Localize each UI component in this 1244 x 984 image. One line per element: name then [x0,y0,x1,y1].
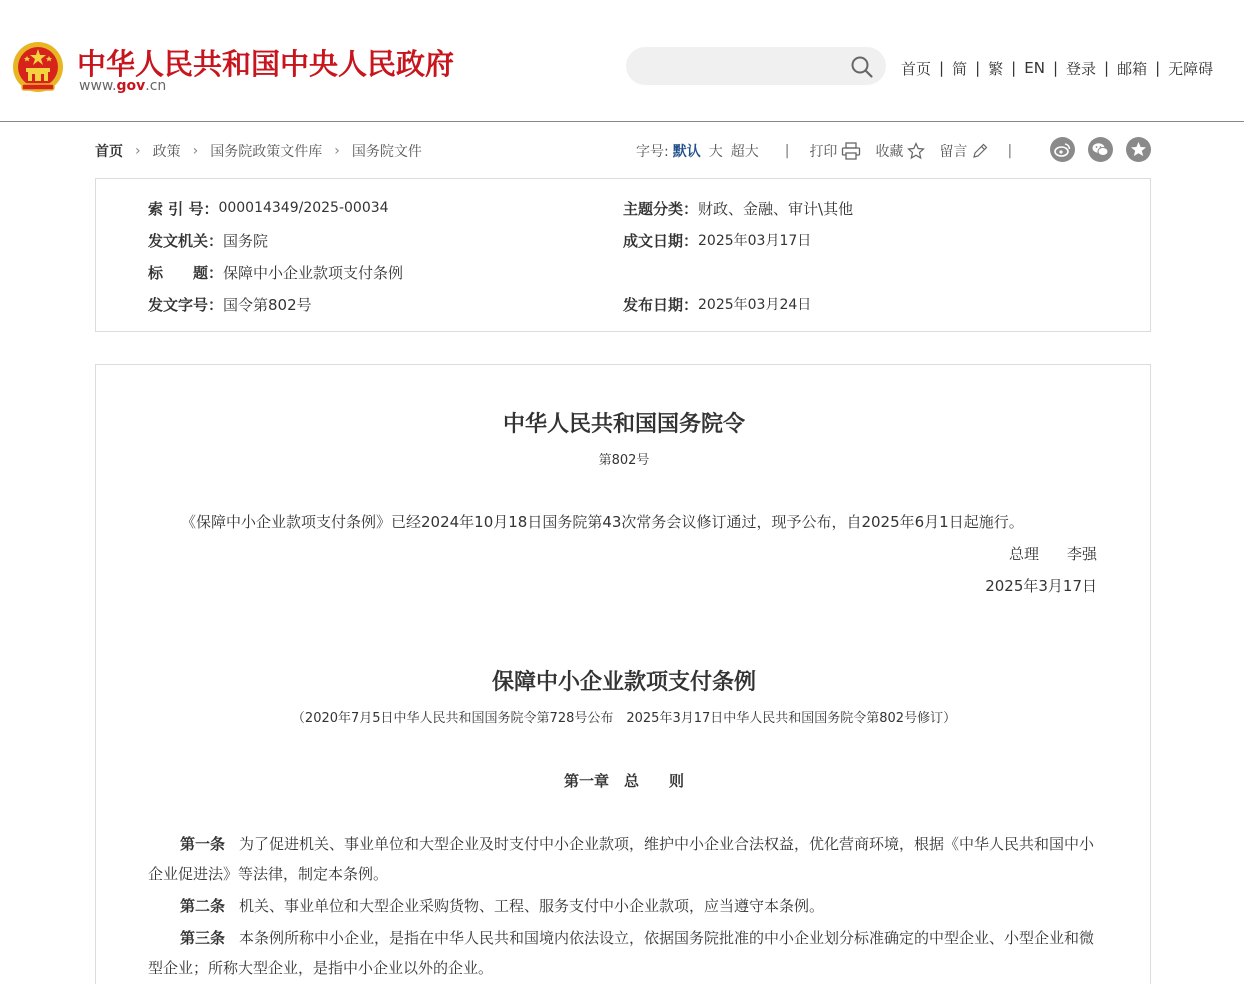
chapter-title: 第一章 总 则 [563,772,684,790]
top-nav [898,57,1216,79]
printer-icon [841,142,861,160]
star-icon [907,142,925,160]
favorite-label: 收藏 [875,144,904,160]
meta-title [148,262,403,282]
weibo-share-button[interactable] [1050,137,1075,162]
weibo-icon [1053,140,1072,159]
breadcrumb-policy[interactable]: 政策 [152,144,181,160]
qzone-share-button[interactable] [1126,137,1151,162]
meta-written-label: 成文日期： [623,231,699,250]
font-size-default[interactable]: 默认 [672,144,701,160]
announcement: 《保障中小企业款项支付条例》已经2024年10月18日国务院第43次常务会议修订通过，现予公布，自2025年6月1日起施行。 [181,513,1024,531]
nav-separator: | [939,59,945,77]
site-header [0,0,1244,122]
search-icon[interactable] [850,55,874,79]
comment-button[interactable] [939,141,989,161]
article-text: 为了促进机关、事业单位和大型企业及时支付中小企业款项，维护中小企业合法权益，优化营商环境，根据《中华人民共和国中小企业促进法》等法律，制定本条例。 [148,835,1095,883]
article-number: 第二条 [180,897,226,915]
meta-written-value: 2025年03月17日 [698,233,812,249]
nav-separator: | [1052,59,1058,77]
breadcrumb-policy-library[interactable]: 国务院政策文件库 [210,144,323,160]
meta-subject [623,198,853,218]
nav-english[interactable]: EN [1024,59,1045,77]
font-size-large[interactable]: 大 [708,144,723,160]
article-paragraph [148,891,1098,921]
tools-separator: | [784,143,790,159]
meta-doc-number [148,294,312,314]
chevron-right-icon: › [334,143,340,159]
print-button[interactable] [809,141,861,161]
article-content [95,364,1151,984]
search-box [626,47,886,85]
nav-mail[interactable]: 邮箱 [1117,59,1148,78]
nav-separator: | [975,59,981,77]
national-emblem-icon[interactable] [12,40,64,96]
meta-published-value: 2025年03月24日 [698,297,812,313]
article-paragraph [148,923,1098,983]
qzone-icon [1129,140,1148,159]
meta-subject-value: 财政、金融、审计\其他 [698,199,854,218]
article-text: 本条例所称中小企业，是指在中华人民共和国境内依法设立，依据国务院批准的中小企业划分标准确定的中型企业、小型企业和微型企业；所称大型企业，是指中小企业以外的企业。 [148,929,1095,977]
font-size-xlarge[interactable]: 超大 [730,144,759,160]
order-title: 中华人民共和国国务院令 [502,411,745,437]
chevron-right-icon: › [135,143,141,159]
article-tools [636,140,1012,162]
article-number: 第三条 [180,929,226,947]
signer-name: 李强 [1066,545,1097,563]
article-text: 机关、事业单位和大型企业采购货物、工程、服务支付中小企业款项，应当遵守本条例。 [239,897,825,915]
tools-separator: | [1007,143,1013,159]
breadcrumb-home[interactable]: 首页 [95,144,123,160]
nav-separator: | [1104,59,1110,77]
nav-login[interactable]: 登录 [1066,59,1097,78]
search-input[interactable] [642,55,842,77]
meta-index-label: 索 引 号： [148,199,219,218]
wechat-share-button[interactable] [1088,137,1113,162]
breadcrumb-state-council-docs[interactable]: 国务院文件 [351,144,422,160]
meta-docno-label: 发文字号： [148,295,224,314]
meta-published-label: 发布日期： [623,295,699,314]
favorite-button[interactable] [875,141,925,161]
signer [1009,543,1097,564]
order-number: 第802号 [598,453,650,468]
meta-index [148,198,389,218]
regulation-note: （2020年7月5日中华人民共和国国务院令第728号公布 2025年3月17日中华人民共和国国务院令第802号修订） [291,711,957,726]
comment-label: 留言 [939,144,968,160]
nav-accessibility[interactable]: 无障碍 [1168,59,1214,78]
nav-separator: | [1155,59,1161,77]
meta-title-label: 标 题： [148,263,224,282]
meta-written-date [623,230,811,250]
meta-subject-label: 主题分类： [623,199,699,218]
signer-title: 总理 [1008,545,1039,563]
article-paragraph [148,829,1098,889]
nav-traditional[interactable]: 繁 [988,59,1004,78]
chevron-right-icon: › [192,143,199,159]
meta-title-value: 保障中小企业款项支付条例 [223,263,404,282]
nav-home[interactable]: 首页 [901,59,932,78]
article-number: 第一条 [180,835,226,853]
meta-docno-value: 国令第802号 [223,295,312,314]
breadcrumb [95,140,422,162]
pencil-icon [971,142,989,160]
meta-published-date [623,294,811,314]
print-label: 打印 [809,144,838,160]
url-domain: gov [116,78,146,94]
meta-issuer-value: 国务院 [223,231,269,250]
site-title[interactable]: 中华人民共和国中央人民政府 [77,47,455,81]
document-meta [95,178,1151,332]
nav-simplified[interactable]: 简 [952,59,968,78]
url-suffix: .cn [145,78,167,94]
sign-date: 2025年3月17日 [985,577,1097,595]
meta-issuer-label: 发文机关： [148,231,224,250]
site-url[interactable] [79,78,166,94]
nav-separator: | [1011,59,1017,77]
font-size-label: 字号: [636,144,669,160]
url-prefix: www. [79,78,117,94]
wechat-icon [1091,140,1110,159]
meta-issuer [148,230,268,250]
meta-index-value: 000014349/2025-00034 [218,200,389,216]
regulation-title: 保障中小企业款项支付条例 [491,669,756,695]
